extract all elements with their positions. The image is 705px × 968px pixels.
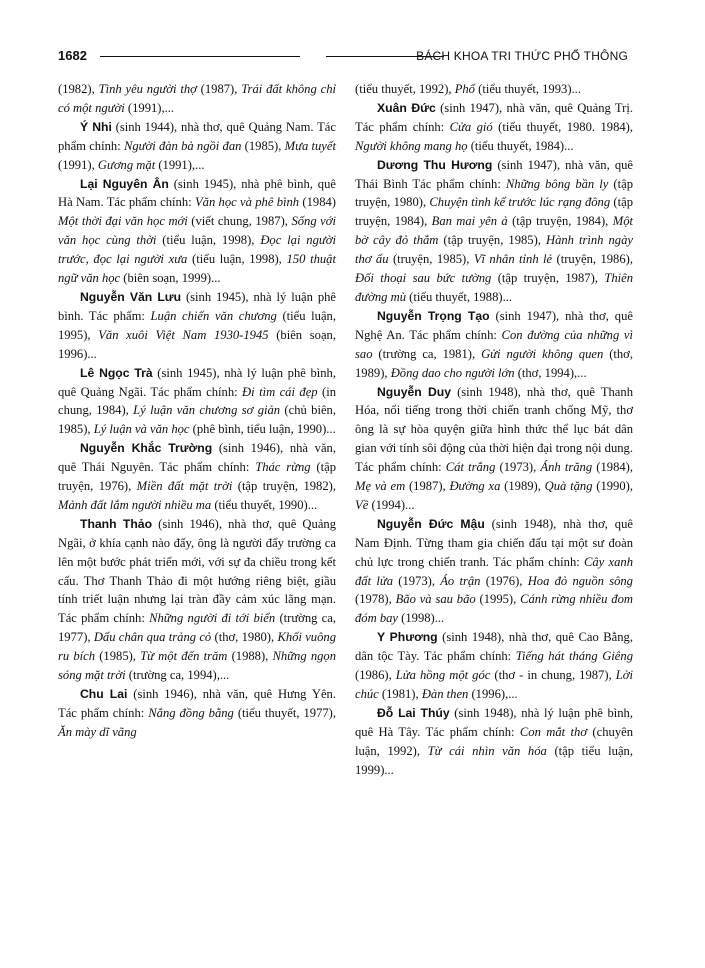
entry-name: Dương Thu Hương (377, 157, 493, 172)
entry-y-nhi: Ý Nhi (sinh 1944), nhà thơ, quê Quảng Nam. Tác phẩm chính: Người đàn bà ngồi đan (1985), Mưa tuyết (1991), Gương mặt (1991),... (58, 119, 336, 172)
entry-name: Ý Nhi (80, 119, 112, 134)
entry-nguyen-van-luu: Nguyễn Văn Lưu (sinh 1945), nhà lý luận phê bình. Tác phẩm: Luận chiến văn chương (tiểu luận, 1995), Văn xuôi Việt Nam 1930-1945 (biên soạn, 1996)... (58, 289, 337, 361)
entry-name: Lại Nguyên Ân (80, 176, 169, 191)
entry-lai-nguyen-an: Lại Nguyên Ân (sinh 1945), nhà phê bình, quê Hà Nam. Tác phẩm chính: Văn học và phê bình (1984) Một thời đại văn học mới (viết chung, 1987), Sống với văn học cùng thời (tiểu luận, 1998), Đọc lại người trước, đọc lại người xưa (tiểu luận, 1998), 150 thuật ngữ văn học (biên soạn, 1999)... (58, 176, 336, 286)
entry-y-phuong: Y Phương (sinh 1948), nhà thơ, quê Cao Bằng, dân tộc Tày. Tác phẩm chính: Tiếng hát tháng Giêng (1986), Lửa hồng một góc (thơ - in chung, 1987), Lời chúc (1981), Đàn then (1996),... (355, 630, 633, 701)
entry-continuation: (tiểu thuyết, 1992), Phố (tiểu thuyết, 1993)... (355, 82, 581, 96)
entry-nguyen-trong-tao: Nguyễn Trọng Tạo (sinh 1947), nhà thơ, quê Nghệ An. Tác phẩm chính: Con đường của những vì sao (trường ca, 1981), Gửi người không quen (thơ, 1989), Đồng dao cho người lớn (thơ, 1994),... (355, 308, 633, 380)
right-column (355, 80, 633, 780)
header-rule-left (100, 56, 300, 57)
page-number: 1682 (58, 48, 87, 63)
entry-name: Y Phương (377, 630, 438, 645)
entry-name: Đỗ Lai Thúy (377, 705, 450, 720)
entry-chu-lai: Chu Lai (sinh 1946), nhà văn, quê Hưng Yên. Tác phẩm chính: Nắng đồng bằng (tiểu thuyết, 1977), Ăn mày dĩ vãng (58, 687, 337, 739)
entry-continuation: (1982), Tình yêu người thợ (1987), Trái đất không chỉ có một người (1991),... (58, 82, 336, 115)
entry-name: Nguyễn Văn Lưu (80, 289, 182, 304)
entry-name: Nguyễn Đức Mậu (377, 516, 485, 531)
entry-nguyen-duc-mau: Nguyễn Đức Mậu (sinh 1948), nhà thơ, quê Nam Định. Từng tham gia chiến đấu tại một sư đoàn chủ lực trong chiến tranh. Tác phẩm chính: Cây xanh đất lửa (1973), Áo trận (1976), Hoa đỏ nguồn sông (1978), Bão và sau bão (1995), Cánh rừng nhiều đom đóm bay (1998)... (355, 516, 633, 626)
entry-xuan-duc: Xuân Đức (sinh 1947), nhà văn, quê Quảng Trị. Tác phẩm chính: Cửa gió (tiểu thuyết, 1980. 1984), Người không mang họ (tiểu thuyết, 1984)... (355, 100, 634, 153)
entry-do-lai-thuy: Đỗ Lai Thúy (sinh 1948), nhà lý luận phê bình, quê Hà Tây. Tác phẩm chính: Con mắt thơ (chuyên luận, 1992), Từ cái nhìn văn hóa (tập tiểu luận, 1999)... (355, 705, 633, 777)
entry-duong-thu-huong: Dương Thu Hương (sinh 1947), nhà văn, quê Thái Bình Tác phẩm chính: Những bông bần ly (tập truyện, 1980), Chuyện tình kể trước lúc rạng đông (tập truyện, 1984), Ban mai yên ả (tập truyện, 1984), Một bờ cây đỏ thắm (tập truyện, 1985), Hành trình ngày thơ ấu (truyện, 1985), Vĩ nhân tỉnh lẻ (truyện, 1986), Đối thoại sau bức tường (tập truyện, 1987), Thiên đường mù (tiểu thuyết, 1988)... (355, 157, 633, 304)
entry-nguyen-khac-truong: Nguyễn Khắc Trường (sinh 1946), nhà văn, quê Thái Nguyên. Tác phẩm chính: Thác rừng (tập truyện, 1976), Miền đất mặt trời (tập truyện, 1982), Mảnh đất lắm người nhiều ma (tiểu thuyết, 1990)... (58, 441, 336, 512)
entry-name: Nguyễn Khắc Trường (80, 441, 213, 456)
page-header (58, 46, 628, 68)
left-column (58, 80, 336, 742)
entry-name: Xuân Đức (377, 100, 436, 115)
entry-name: Thanh Thảo (80, 516, 153, 531)
running-title: BÁCH KHOA TRI THỨC PHỔ THÔNG (416, 49, 628, 63)
entry-nguyen-duy: Nguyễn Duy (sinh 1948), nhà thơ, quê Thanh Hóa, nổi tiếng trong thời chiến tranh chống Mỹ, thơ ông là sự hòa quyện giữa hình thức thể lục bát dân gian với tính sôi động của thời hiện đại trong nội dung. Tác phẩm chính: Cát trắng (1973), Ánh trăng (1984), Mẹ và em (1987), Đường xa (1989), Quà tặng (1990), Về (1994)... (355, 384, 634, 512)
entry-name: Nguyễn Duy (377, 384, 452, 399)
entry-name: Lê Ngọc Trà (80, 365, 153, 380)
entry-le-ngoc-tra: Lê Ngọc Trà (sinh 1945), nhà lý luận phê bình, quê Quảng Ngãi. Tác phẩm chính: Đi tìm cái đẹp (in chung, 1984), Lý luận văn chương sơ giản (chủ biên, 1985), Lý luận và văn học (phê bình, tiểu luận, 1990)... (58, 365, 336, 437)
entry-thanh-thao: Thanh Thảo (sinh 1946), nhà thơ, quê Quảng Ngãi, ở khía cạnh nào đấy, ông là người đẩy trường ca lên một bước phát triển mới, với sự đa chiều trong kết cấu. Thơ Thanh Thảo đi một hướng riêng biệt, giầu tính triết luận nhưng lại tràn đầy cảm xúc lãng mạn. Tác phẩm chính: Những người đi tới biển (trường ca, 1977), Dấu chân qua trảng cỏ (thơ, 1980), Khối vuông ru bích (1985), Từ một đến trăm (1988), Những ngọn sóng mặt trời (trường ca, 1994),... (58, 516, 337, 683)
entry-name: Chu Lai (80, 687, 128, 701)
entry-name: Nguyễn Trọng Tạo (377, 308, 490, 323)
